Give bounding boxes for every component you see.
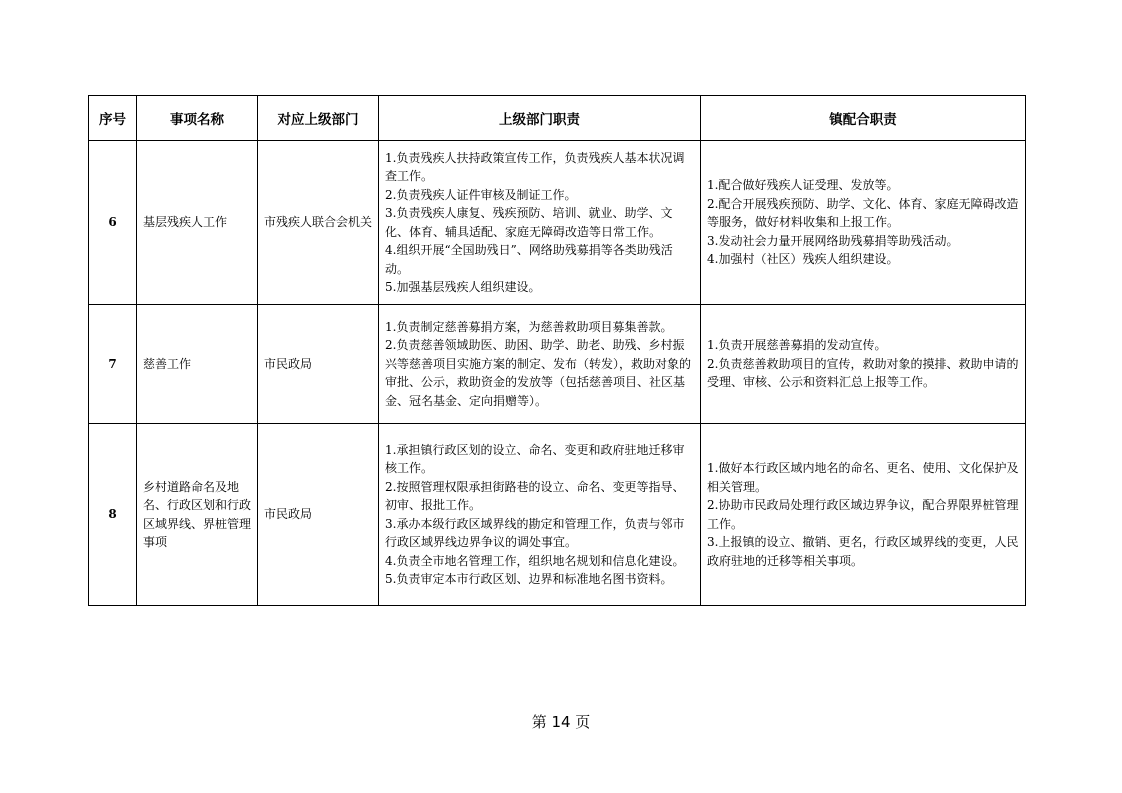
row-upper-duties (379, 424, 701, 606)
header-upper-dept: 对应上级部门 (258, 96, 379, 141)
duty-line: 4.负责全市地名管理工作，组织地名规划和信息化建设。 (385, 553, 685, 568)
responsibility-table (88, 95, 1026, 606)
header-town-duties: 镇配合职责 (701, 96, 1026, 141)
row-serial: 7 (89, 305, 137, 424)
row-upper-duties (379, 305, 701, 424)
duty-line: 2.负责慈善领域助医、助困、助学、助老、助残、乡村振兴等慈善项目实施方案的制定、发布（转发），救助对象的审批、公示，救助资金的发放等（包括慈善项目、社区基金、冠名基金、定向捐赠等）。 (385, 338, 692, 408)
duty-line: 5.负责审定本市行政区划、边界和标准地名图书资料。 (385, 572, 673, 586)
duty-line: 2.负责残疾人证件审核及制证工作。 (385, 187, 577, 202)
row-serial: 8 (89, 424, 137, 606)
duty-line: 3.发动社会力量开展网络助残募捐等助残活动。 (707, 233, 959, 248)
row-upper-dept: 市残疾人联合会机关 (258, 141, 379, 305)
duty-line: 1.负责制定慈善募捐方案，为慈善救助项目募集善款。 (385, 319, 673, 334)
table-row (89, 424, 1026, 606)
table-header-row (89, 96, 1026, 141)
duty-line: 1.承担镇行政区划的设立、命名、变更和政府驻地迁移审核工作。 (385, 442, 685, 475)
row-item-name: 基层残疾人工作 (137, 141, 258, 305)
duty-line: 3.上报镇的设立、撤销、更名，行政区域界线的变更，人民政府驻地的迁移等相关事项。 (707, 535, 1019, 568)
duty-line: 2.负责慈善救助项目的宣传，救助对象的摸排、救助申请的受理、审核、公示和资料汇总上报等工作。 (707, 356, 1019, 390)
row-item-name: 慈善工作 (137, 305, 258, 424)
table-row (89, 305, 1026, 424)
duty-line: 1.负责开展慈善募捐的发动宣传。 (707, 338, 887, 353)
duty-line: 3.承办本级行政区域界线的勘定和管理工作，负责与邻市行政区域界线边界争议的调处事宜。 (385, 516, 685, 549)
duty-line: 3.负责残疾人康复、残疾预防、培训、就业、助学、文化、体育、辅具适配、家庭无障碍改造等日常工作。 (385, 206, 673, 239)
duty-line: 4.加强村（社区）残疾人组织建设。 (707, 252, 899, 267)
row-upper-dept: 市民政局 (258, 424, 379, 606)
duty-line: 2.协助市民政局处理行政区域边界争议，配合界限界桩管理工作。 (707, 498, 1019, 531)
duty-line: 1.配合做好残疾人证受理、发放等。 (707, 178, 899, 193)
page-number: 第 14 页 (531, 713, 591, 731)
row-serial: 6 (89, 141, 137, 305)
row-town-duties (701, 305, 1026, 424)
row-town-duties (701, 141, 1026, 305)
duty-line: 5.加强基层残疾人组织建设。 (385, 280, 541, 294)
duty-line: 2.配合开展残疾预防、助学、文化、体育、家庭无障碍改造等服务，做好材料收集和上报工作。 (707, 196, 1019, 230)
duty-line: 1.负责残疾人扶持政策宣传工作，负责残疾人基本状况调查工作。 (385, 150, 685, 183)
row-upper-dept: 市民政局 (258, 305, 379, 424)
row-town-duties (701, 424, 1026, 606)
duty-line: 4.组织开展“全国助残日”、网络助残募捐等各类助残活动。 (385, 243, 673, 276)
row-item-name: 乡村道路命名及地名、行政区划和行政区域界线、界桩管理事项 (137, 424, 258, 606)
row-upper-duties (379, 141, 701, 305)
header-item-name: 事项名称 (137, 96, 258, 141)
duty-line: 2.按照管理权限承担街路巷的设立、命名、变更等指导、初审、报批工作。 (385, 479, 685, 512)
header-upper-duties: 上级部门职责 (379, 96, 701, 141)
table-row (89, 141, 1026, 305)
duty-line: 1.做好本行政区域内地名的命名、更名、使用、文化保护及相关管理。 (707, 461, 1019, 494)
header-serial: 序号 (89, 96, 137, 141)
